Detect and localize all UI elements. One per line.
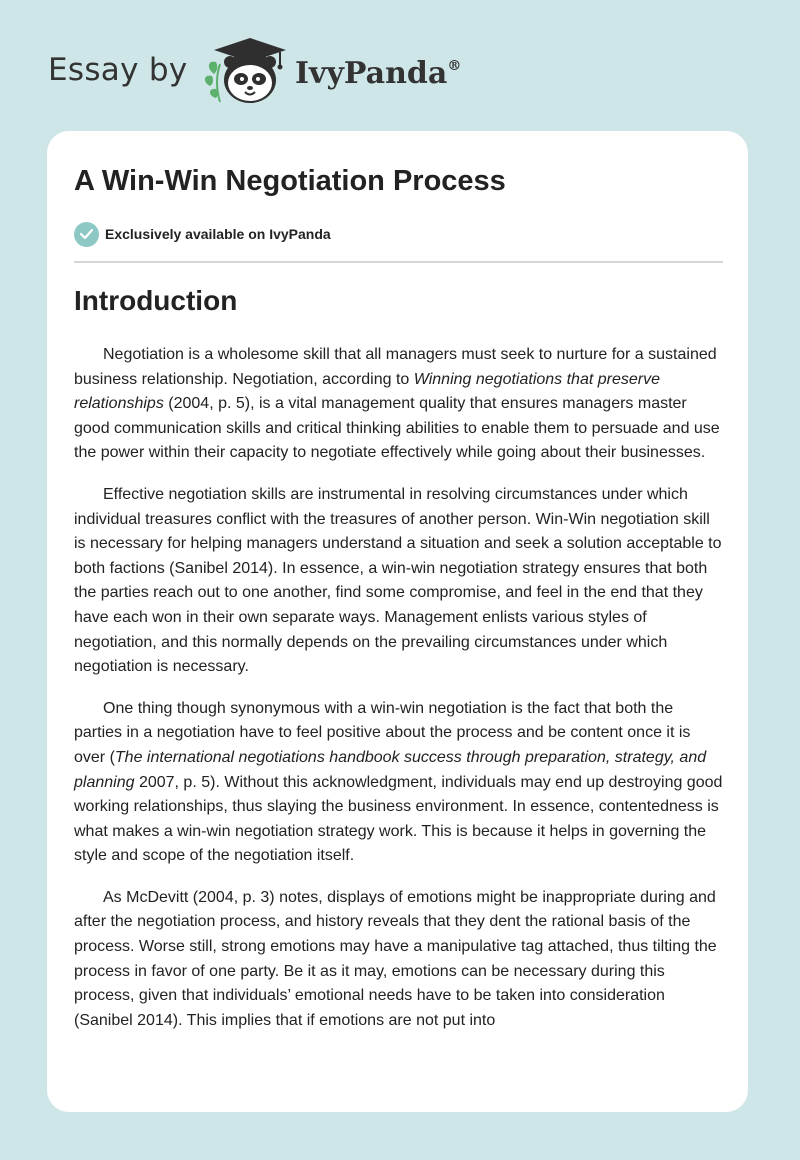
paragraph: Negotiation is a wholesome skill that all managers must seek to nurture for a sustained business relationship. Negotiation, according to Winning negotiations that preserve relationships (2004, p. 5), is a vital management quality that ensures managers master good communication skills and critical thinking abilities to enable them to persuade and use the power within their capacity to negotiate effectively while going about their businesses. [74, 346, 720, 462]
check-icon [74, 222, 99, 247]
paragraph: As McDevitt (2004, p. 3) notes, displays of emotions might be inappropriate during and after the negotiation process, and history reveals that they dent the rational basis of the process. Worse still, strong emotions may have a manipulative tag attached, thus tilting the process in favor of one party. Be it as it may, emotions can be necessary during this process, given that individuals’ emotional needs have to be taken into consideration (Sanibel 2014). This implies that if emotions are not put into [74, 888, 717, 1029]
page-title: A Win-Win Negotiation Process [74, 165, 506, 197]
paragraph: One thing though synonymous with a win-win negotiation is the fact that both the parties in a negotiation have to feel positive about the process and be content once it is over (The international negotiations handbook success through preparation, strategy, and planning 2007, p. 5). Without this acknowledgment, individuals may end up destroying good working relationships, thus slaying the business environment. In essence, contentedness is what makes a win-win negotiation strategy work. This is because it helps in governing the style and scope of the negotiation itself. [74, 699, 723, 865]
panda-graduation-cap-icon [200, 34, 292, 108]
paragraph: Effective negotiation skills are instrumental in resolving circumstances under which individual treasures conflict with the treasures of another person. Win-Win negotiation skill is necessary for helping managers understand a situation and seek a solution acceptable to both factions (Sanibel 2014). In essence, a win-win negotiation strategy ensures that both the parties reach out to one another, find some compromise, and feel in the end that they have each won in their own separate ways. Management enlists various styles of negotiation, and this normally depends on the prevailing circumstances under which negotiation is necessary. [74, 485, 722, 676]
brand-name: IvyPanda® [295, 56, 462, 91]
brand-logo[interactable] [48, 34, 468, 106]
exclusive-badge [74, 221, 331, 247]
essay-card [47, 131, 748, 1112]
section-heading: Introduction [74, 285, 238, 316]
brand-prefix: Essay by [48, 52, 188, 88]
badge-label: Exclusively available on IvyPanda [105, 226, 331, 242]
divider [74, 261, 723, 263]
essay-body [74, 343, 724, 1050]
